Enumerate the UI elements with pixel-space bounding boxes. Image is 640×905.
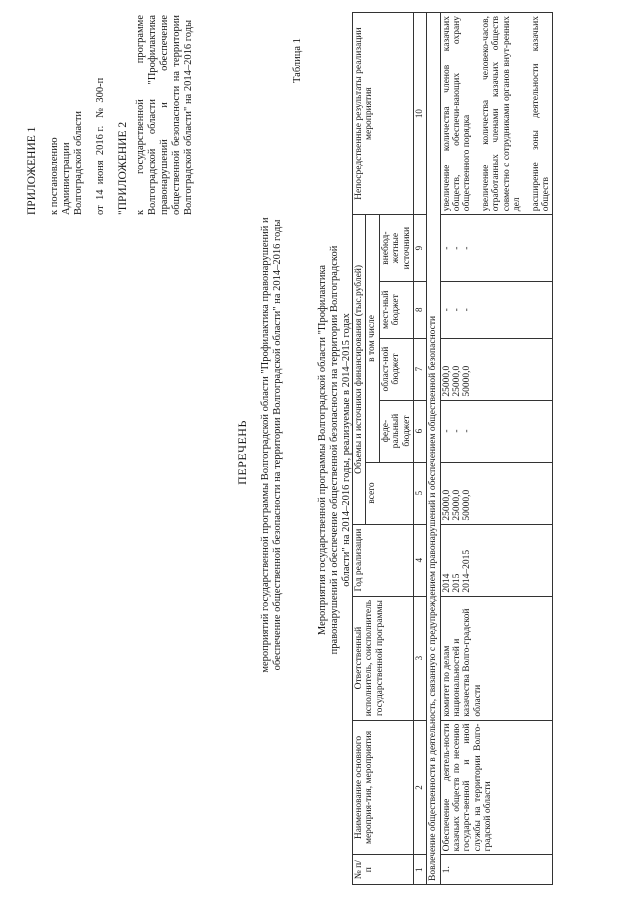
col-number: 1 xyxy=(414,855,427,885)
appendix-2-label: "ПРИЛОЖЕНИЕ 2 xyxy=(117,121,130,215)
header-regional: област-ной бюджет xyxy=(379,338,413,400)
row-years xyxy=(440,524,553,596)
header-year: Год реализации xyxy=(353,524,414,596)
header-funding: Объемы и источники финансирования (тыс.рублей) xyxy=(353,215,366,524)
federal-value: - xyxy=(441,429,452,433)
local-value: - xyxy=(462,308,473,312)
local-value: - xyxy=(441,308,452,312)
header-including: в том числе xyxy=(366,215,379,462)
total-value: 25000,0 xyxy=(441,489,452,521)
measures-table xyxy=(352,12,553,885)
table-header-row-1 xyxy=(353,13,366,885)
row-federal xyxy=(440,400,553,462)
extra-value: - xyxy=(451,246,462,250)
extra-value: - xyxy=(441,246,452,250)
row-num: 1. xyxy=(440,855,553,885)
header-executor: Ответственный исполнитель, соисполнитель государственной программы xyxy=(353,596,414,720)
table-row xyxy=(440,13,553,885)
document-header xyxy=(26,15,195,215)
col-number: 2 xyxy=(414,720,427,855)
year-value: 2014 xyxy=(441,573,452,593)
col-number: 5 xyxy=(414,462,427,524)
header-num: № п/п xyxy=(353,855,414,885)
document-title: ПЕРЕЧЕНЬ xyxy=(235,420,249,485)
year-value: 2015 xyxy=(451,573,462,593)
row-results xyxy=(440,13,553,215)
result-item: увеличение количества человеко-часов, отработанных членами казачьих обществ совместно с сотрудниками органов внут-ренних дел xyxy=(480,16,523,212)
total-value: 50000,0 xyxy=(462,489,473,521)
header-local: мест-ный бюджет xyxy=(379,281,413,338)
to-resolution-text: к постановлению xyxy=(49,137,61,215)
federal-value: - xyxy=(462,429,473,433)
col-number: 7 xyxy=(414,338,427,400)
header-extra: внебюд-жетные источники xyxy=(379,215,413,282)
row-executor: комитет по делам национальностей и казачества Волго-градской области xyxy=(440,596,553,720)
result-item: расширение зоны деятельности казачьих обществ xyxy=(530,16,552,212)
header-results: Непосредственные результаты реализации мероприятия xyxy=(353,13,414,215)
col-number: 9 xyxy=(414,215,427,282)
section-title: Вовлечение общественности в деятельность, связанную с предупреждением правонарушений и обеспечением общественной безопасности xyxy=(427,13,440,885)
table-caption: Мероприятия государственной программы Волгоградской области "Профилактика правонарушений и обеспечение общественной безопасности на территории Волгоградской области" на 2014–2016 годы, реализуемые в 2014–2015 годах xyxy=(317,245,353,655)
appendix-1-label: ПРИЛОЖЕНИЕ 1 xyxy=(26,126,38,215)
program-reference: к государственной программе Волгоградской области "Профилактика правонарушений и обеспечение общественной безопасности на территории Волгоградской области" на 2014–2016 годы xyxy=(134,15,194,215)
extra-value: - xyxy=(462,246,473,250)
row-local xyxy=(440,281,553,338)
col-number: 4 xyxy=(414,524,427,596)
header-name: Наименование основного мероприя-тия, мероприятия xyxy=(353,720,414,855)
regional-value: 25000,0 xyxy=(441,365,452,397)
regional-value: 25000,0 xyxy=(451,365,462,397)
row-totals xyxy=(440,462,553,524)
header-total: всего xyxy=(366,462,414,524)
year-value: 2014–2015 xyxy=(462,549,473,593)
region-text: Волгоградской области xyxy=(73,110,85,215)
table-label: Таблица 1 xyxy=(292,38,303,83)
col-number: 6 xyxy=(414,400,427,462)
col-number: 10 xyxy=(414,13,427,215)
regional-value: 50000,0 xyxy=(462,365,473,397)
section-row xyxy=(427,13,440,885)
federal-value: - xyxy=(451,429,462,433)
resolution-date-number: от 14 июня 2016 г. № 300-п xyxy=(95,77,107,215)
row-extra xyxy=(440,215,553,282)
header-federal: феде-ральный бюджет xyxy=(379,400,413,462)
result-item: увеличение количества членов казачьих обществ, обеспечи-вающих охрану общественного порядка xyxy=(441,16,473,212)
total-value: 25000,0 xyxy=(451,489,462,521)
administration-text: Администрации xyxy=(61,142,73,215)
column-numbers-row xyxy=(414,13,427,885)
col-number: 3 xyxy=(414,596,427,720)
col-number: 8 xyxy=(414,281,427,338)
row-name: Обеспечение деятель-ности казачьих обществ по несению государст-венной и иной службы на территории Волго-градской области xyxy=(440,720,553,855)
document-subtitle: мероприятий государственной программы Волгоградской области "Профилактика правонарушений и обеспечение общественной безопасности на территории Волгоградской области" на 2014–2016 годы xyxy=(260,217,284,673)
local-value: - xyxy=(451,308,462,312)
row-regional xyxy=(440,338,553,400)
